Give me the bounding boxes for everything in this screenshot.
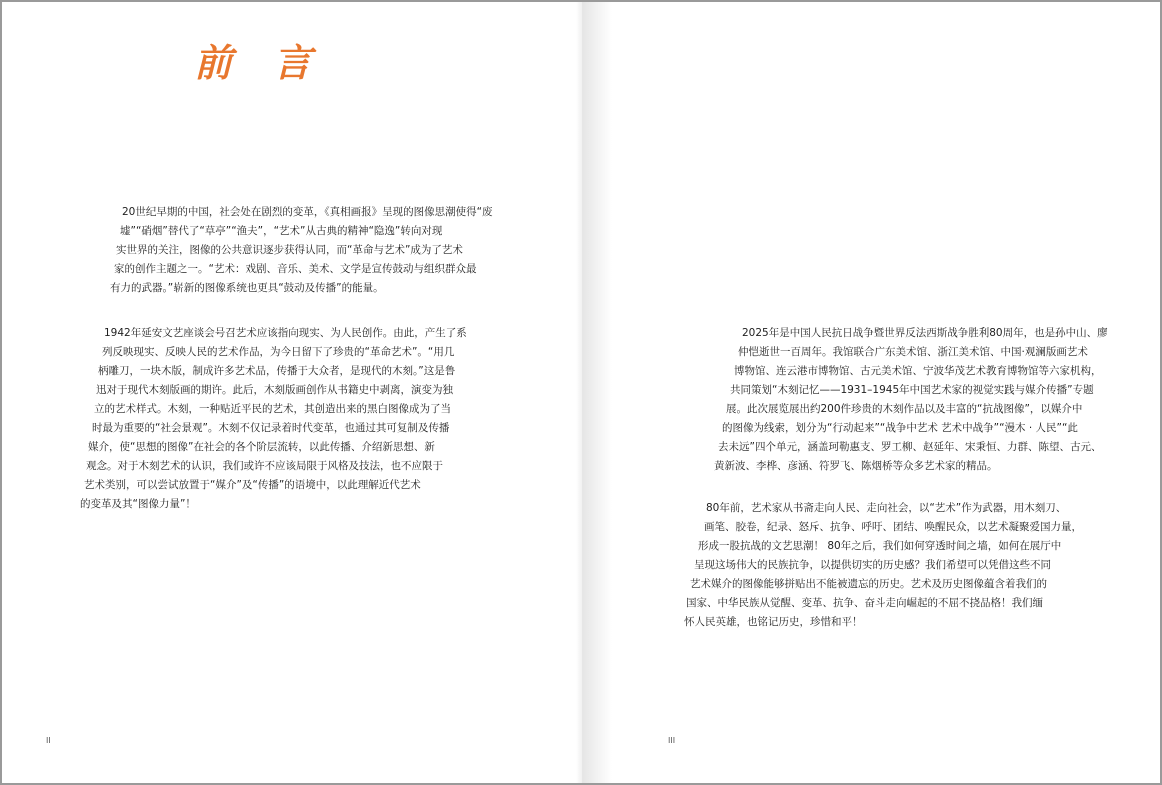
right-paragraph-1	[714, 324, 1108, 476]
text-line: 2025年是中国人民抗日战争暨世界反法西斯战争胜利80周年，也是孙中山、廖	[742, 327, 1108, 339]
text-line: 时最为重要的“社会景观”。木刻不仅记录着时代变革，也通过其可复制及传播	[92, 422, 450, 434]
text-line: 媒介，使“思想的图像”在社会的各个阶层流转，以此传播、介绍新思想、新	[88, 441, 435, 453]
text-line: 展。此次展览展出约200件珍贵的木刻作品以及丰富的“抗战图像”，以媒介中	[726, 403, 1083, 415]
left-page	[2, 2, 582, 783]
text-line: 共同策划“木刻记忆——1931–1945年中国艺术家的视觉实践与媒介传播”专题	[730, 384, 1094, 396]
text-line: 20世纪早期的中国，社会处在剧烈的变革，《真相画报》呈现的图像思潮使得“废	[122, 206, 493, 218]
text-line: 立的艺术样式。木刻，一种贴近平民的艺术，其创造出来的黑白图像成为了当	[94, 403, 451, 415]
text-line: 艺术媒介的图像能够拼贴出不能被遗忘的历史。艺术及历史图像蕴含着我们的	[690, 578, 1047, 590]
right-paragraph-2	[684, 499, 1082, 632]
text-line: 1942年延安文艺座谈会号召艺术应该指向现实、为人民创作。由此，产生了系	[104, 327, 467, 339]
text-line: 实世界的关注，图像的公共意识逐步获得认同，而“革命与艺术”成为了艺术	[116, 244, 463, 256]
text-line: 80年前，艺术家从书斋走向人民、走向社会，以“艺术”作为武器，用木刻刀、	[706, 502, 1067, 514]
text-line: 的变革及其“图像力量”！	[80, 498, 196, 510]
text-line: 墟”“硝烟”替代了“草亭”“渔夫”，“艺术”从古典的精神“隐逸”转向对现	[120, 225, 443, 237]
book-spread	[2, 2, 1160, 783]
text-line: 观念。对于木刻艺术的认识，我们或许不应该局限于风格及技法，也不应限于	[86, 460, 443, 472]
text-line: 有力的武器。”崭新的图像系统也更具“鼓动及传播”的能量。	[110, 282, 384, 294]
text-line: 国家、中华民族从觉醒、变革、抗争、奋斗走向崛起的不屈不挠品格！我们缅	[686, 597, 1043, 609]
text-line: 仲恺逝世一百周年。我馆联合广东美术馆、浙江美术馆、中国·观澜版画艺术	[738, 346, 1088, 358]
text-line: 柄雕刀，一块木版，制成许多艺术品，传播于大众者，是现代的木刻。”这是鲁	[98, 365, 456, 377]
page-number: III	[668, 736, 676, 745]
text-line: 艺术类别，可以尝试放置于“媒介”及“传播”的语境中，以此理解近代艺术	[84, 479, 421, 491]
text-line: 黄新波、李桦、彦涵、符罗飞、陈烟桥等众多艺术家的精品。	[714, 460, 998, 472]
text-line: 的图像为线索，划分为“行动起来”“战争中艺术 艺术中战争”“漫木 · 人民”“此	[722, 422, 1078, 434]
left-paragraph-2	[80, 324, 467, 514]
text-line: 去未远”四个单元，涵盖珂勒惠支、罗工柳、赵延年、宋秉恒、力群、陈望、古元、	[718, 441, 1102, 453]
page-number: II	[46, 736, 51, 745]
right-page	[582, 2, 1160, 783]
text-line: 列反映现实、反映人民的艺术作品，为今日留下了珍贵的“革命艺术”。“用几	[102, 346, 455, 358]
text-line: 博物馆、连云港市博物馆、古元美术馆、宁波华茂艺术教育博物馆等六家机构，	[734, 365, 1102, 377]
text-line: 家的创作主题之一。“艺术：戏剧、音乐、美术、文学是宣传鼓动与组织群众最	[114, 263, 477, 275]
text-line: 迅对于现代木刻版画的期许。此后，木刻版画创作从书籍史中剥离，演变为独	[96, 384, 453, 396]
page-title: 前 言	[194, 41, 326, 85]
left-paragraph-1	[110, 203, 493, 298]
text-line: 呈现这场伟大的民族抗争，以提供切实的历史感？我们希望可以凭借这些不同	[694, 559, 1051, 571]
text-line: 形成一股抗战的文艺思潮！ 80年之后，我们如何穿透时间之墙，如何在展厅中	[698, 540, 1062, 552]
gutter-shadow	[582, 2, 612, 783]
text-line: 画笔、胶卷，纪录、怒斥、抗争、呼吁、团结、唤醒民众，以艺术凝聚爱国力量，	[704, 521, 1082, 533]
text-line: 怀人民英雄，也铭记历史，珍惜和平！	[684, 616, 863, 628]
